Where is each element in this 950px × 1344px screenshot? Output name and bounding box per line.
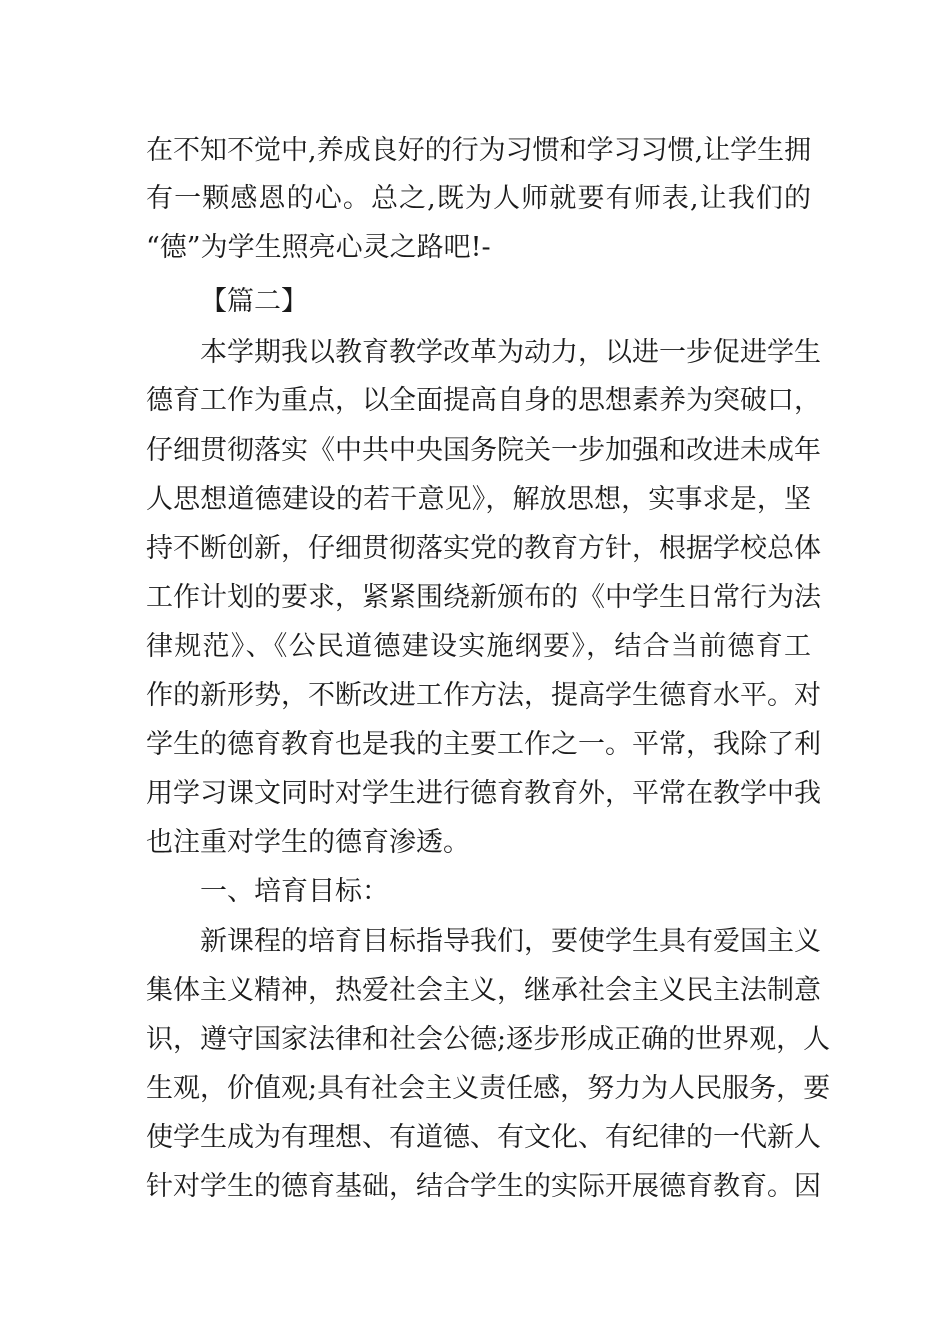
text-line: 本学期我以教育教学改革为动力，以进一步促进学生	[200, 337, 821, 368]
text-line: 也注重对学生的德育渗透。	[146, 827, 470, 858]
section-heading: 【篇二】	[200, 286, 308, 317]
text-line: 德育工作为重点，以全面提高自身的思想素养为突破口，	[146, 385, 821, 416]
text-line: 用学习课文同时对学生进行德育教育外，平常在教学中我	[146, 778, 821, 809]
text-line: 仔细贯彻落实《中共中央国务院关一步加强和改进未成年	[146, 435, 821, 466]
text-line: 使学生成为有理想、有道德、有文化、有纪律的一代新人	[146, 1122, 821, 1153]
text-line: 识，遵守国家法律和社会公德;逐步形成正确的世界观，人	[146, 1024, 831, 1055]
text-line: 针对学生的德育基础，结合学生的实际开展德育教育。因	[146, 1171, 821, 1202]
text-line: 新课程的培育目标指导我们，要使学生具有爱国主义	[200, 926, 821, 957]
text-line: 学生的德育教育也是我的主要工作之一。平常，我除了利	[146, 729, 821, 760]
text-line: 律规范》、《公民道德建设实施纲要》，结合当前德育工	[146, 631, 811, 662]
text-line: 作的新形势，不断改进工作方法，提高学生德育水平。对	[146, 680, 821, 711]
text-line: 有一颗感恩的心。总之,既为人师就要有师表,让我们的	[146, 183, 811, 214]
text-line: 持不断创新，仔细贯彻落实党的教育方针，根据学校总体	[146, 533, 821, 564]
text-line: “德”为学生照亮心灵之路吧!-	[146, 232, 491, 263]
section-heading: 一、培育目标：	[200, 876, 389, 907]
text-line: 集体主义精神，热爱社会主义，继承社会主义民主法制意	[146, 975, 821, 1006]
text-line: 在不知不觉中,养成良好的行为习惯和学习习惯,让学生拥	[146, 135, 812, 166]
text-line: 生观，价值观;具有社会主义责任感，努力为人民服务，要	[146, 1073, 831, 1104]
text-line: 人思想道德建设的若干意见》，解放思想，实事求是，坚	[146, 484, 811, 515]
text-line: 工作计划的要求，紧紧围绕新颁布的《中学生日常行为法	[146, 582, 821, 613]
